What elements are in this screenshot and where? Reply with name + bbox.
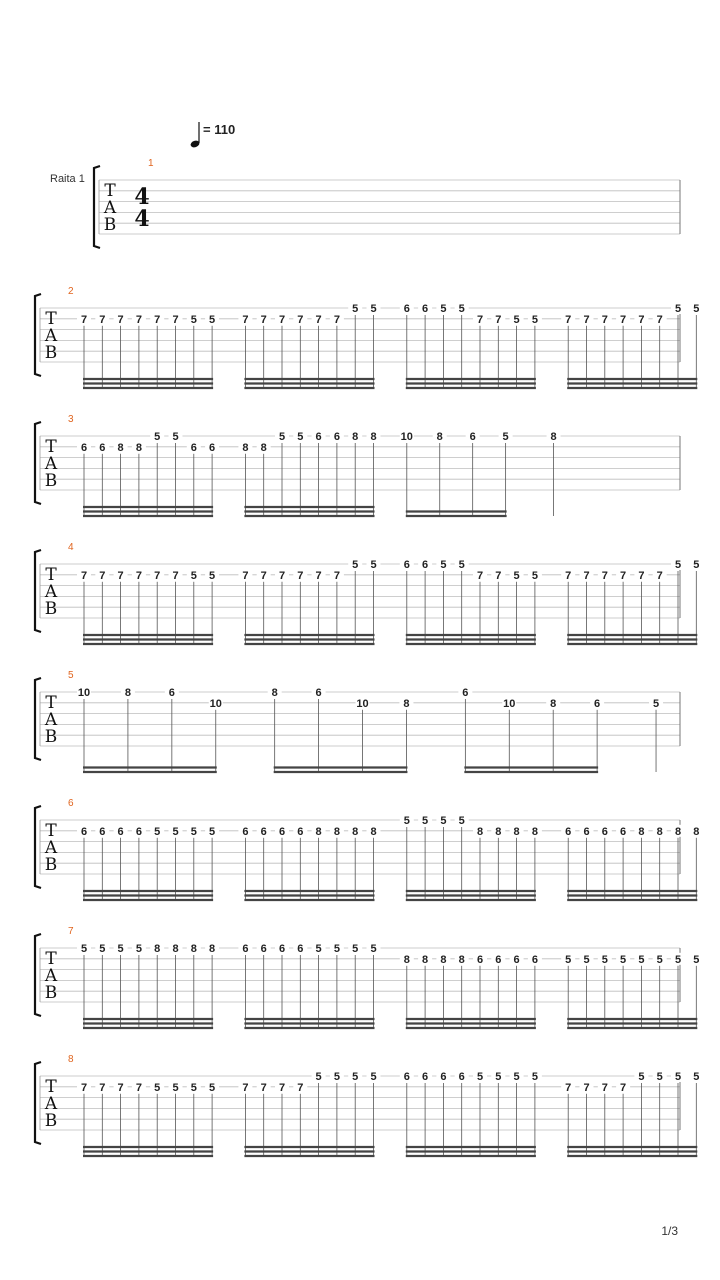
tab-letter: A [44,1094,58,1114]
fret-number: 5 [209,569,216,582]
fret-number: 7 [172,313,179,326]
fret-number: 6 [531,953,538,966]
fret-number: 5 [154,431,161,443]
fret-number: 8 [333,825,340,838]
fret-number: 5 [370,559,377,571]
fret-number: 7 [583,569,590,582]
fret-number: 5 [370,943,377,955]
fret-number: 7 [315,313,322,326]
fret-number: 8 [352,431,359,443]
fret-number: 7 [297,569,304,582]
measure-number: 6 [68,798,74,809]
tab-letter: B [44,983,58,1003]
fret-number: 8 [550,431,557,443]
tab-system-5 [35,670,680,772]
fret-number: 5 [333,1071,340,1083]
fret-number: 5 [693,1071,700,1083]
fret-number: 6 [422,559,429,571]
fret-number: 8 [550,697,557,710]
fret-number: 5 [495,1071,502,1083]
fret-number: 5 [502,431,509,443]
fret-number: 5 [440,303,447,315]
fret-number: 8 [693,825,700,838]
fret-number: 7 [656,313,663,326]
fret-number: 5 [531,313,538,326]
fret-number: 5 [352,1071,359,1083]
tab-system-2 [35,286,703,388]
fret-number: 7 [135,569,142,582]
fret-number: 7 [601,313,608,326]
fret-number: 5 [458,303,465,315]
fret-number: 5 [80,943,88,955]
fret-number: 5 [656,953,663,966]
fret-number: 5 [652,697,660,710]
fret-number: 5 [352,943,359,955]
fret-number: 7 [620,569,627,582]
fret-number: 5 [190,825,197,838]
fret-number: 5 [674,1071,682,1083]
tab-letter: T [45,1077,57,1097]
fret-number: 7 [99,1081,106,1094]
fret-number: 8 [513,825,520,838]
fret-number: 6 [278,825,286,838]
fret-number: 8 [458,953,465,966]
fret-number: 7 [135,313,142,326]
fret-number: 7 [583,1081,590,1094]
fret-number: 8 [476,825,484,838]
fret-number: 7 [601,569,608,582]
fret-number: 8 [531,825,538,838]
fret-number: 8 [440,953,447,966]
fret-number: 5 [154,825,161,838]
fret-number: 5 [620,953,627,966]
fret-number: 7 [278,1081,286,1094]
fret-number: 6 [99,441,106,454]
fret-number: 6 [260,825,267,838]
fret-number: 5 [693,559,700,571]
tab-system-8 [35,1054,703,1156]
tab-system-7 [35,926,703,1028]
fret-number: 5 [172,825,179,838]
fret-number: 8 [315,825,322,838]
fret-number: 6 [297,825,304,838]
fret-number: 7 [333,569,340,582]
time-signature-top: 4 [134,184,150,210]
fret-number: 7 [242,313,249,326]
fret-number: 5 [513,1071,520,1083]
fret-number: 5 [513,313,520,326]
fret-number: 7 [565,569,572,582]
fret-number: 8 [135,441,142,454]
fret-number: 5 [154,1081,161,1094]
fret-number: 7 [620,313,627,326]
fret-number: 5 [476,1071,484,1083]
fret-number: 6 [242,825,249,838]
fret-number: 6 [260,943,267,955]
page-number: 1/3 [661,1224,678,1238]
fret-number: 6 [594,697,601,710]
fret-number: 6 [403,303,410,315]
track-name: Raita 1 [50,173,85,185]
fret-number: 6 [315,431,322,443]
fret-number: 5 [190,569,197,582]
fret-number: 5 [531,569,538,582]
fret-number: 6 [333,431,340,443]
fret-number: 5 [172,1081,179,1094]
fret-number: 5 [135,943,142,955]
fret-number: 10 [77,687,91,699]
fret-number: 8 [352,825,359,838]
fret-number: 8 [370,431,377,443]
fret-number: 7 [297,313,304,326]
fret-number: 5 [674,953,682,966]
fret-number: 7 [565,1081,572,1094]
measure-number: 7 [68,926,74,937]
fret-number: 5 [674,559,682,571]
measure-number: 1 [148,158,154,169]
tempo-label: = 110 [203,122,236,137]
tab-letter: B [44,1111,58,1131]
tab-letter: A [44,582,58,602]
fret-number: 5 [656,1071,663,1083]
fret-number: 5 [674,303,682,315]
fret-number: 8 [124,687,131,699]
fret-number: 5 [297,431,304,443]
fret-number: 5 [209,1081,216,1094]
fret-number: 5 [601,953,608,966]
fret-number: 5 [370,303,377,315]
fret-number: 7 [172,569,179,582]
time-signature-bottom: 4 [134,206,150,232]
fret-number: 5 [458,815,465,827]
fret-number: 8 [422,953,429,966]
fret-number: 7 [638,569,645,582]
tab-letter: B [103,215,117,235]
fret-number: 7 [242,569,249,582]
tab-letter: T [104,181,116,201]
tab-letter: T [45,949,57,969]
fret-number: 7 [476,313,484,326]
fret-number: 6 [242,943,249,955]
fret-number: 7 [154,569,161,582]
fret-number: 7 [260,1081,267,1094]
fret-number: 8 [495,825,502,838]
fret-number: 7 [117,1081,124,1094]
tab-letter: A [103,198,117,218]
fret-number: 7 [154,313,161,326]
fret-number: 5 [565,953,572,966]
fret-number: 7 [260,569,267,582]
fret-number: 5 [99,943,106,955]
fret-number: 8 [403,953,410,966]
tab-letter: T [45,309,57,329]
fret-number: 6 [403,559,410,571]
measure-number: 2 [68,286,74,297]
fret-number: 5 [422,815,429,827]
tab-letter: B [44,855,58,875]
fret-number: 5 [352,559,359,571]
fret-number: 7 [297,1081,304,1094]
fret-number: 8 [242,441,249,454]
fret-number: 5 [209,825,216,838]
fret-number: 6 [440,1071,447,1083]
fret-number: 8 [403,697,410,710]
fret-number: 7 [583,313,590,326]
fret-number: 10 [400,431,413,443]
fret-number: 7 [135,1081,142,1094]
fret-number: 8 [638,825,645,838]
fret-number: 6 [513,953,520,966]
tab-letter: B [44,727,58,747]
fret-number: 7 [80,569,88,582]
fret-number: 7 [242,1081,249,1094]
fret-number: 5 [513,569,520,582]
fret-number: 7 [278,313,286,326]
fret-number: 5 [458,559,465,571]
fret-number: 7 [260,313,267,326]
fret-number: 8 [271,687,278,699]
fret-number: 6 [209,441,216,454]
fret-number: 5 [278,431,286,443]
fret-number: 5 [440,815,447,827]
tempo-marking [190,122,236,149]
fret-number: 6 [495,953,502,966]
fret-number: 8 [172,943,179,955]
fret-number: 8 [260,441,267,454]
fret-number: 7 [315,569,322,582]
measure-number: 8 [68,1054,74,1065]
fret-number: 5 [117,943,124,955]
measure-number: 5 [68,670,74,681]
fret-number: 7 [601,1081,608,1094]
fret-number: 7 [117,313,124,326]
measure-number: 3 [68,414,74,425]
fret-number: 8 [656,825,663,838]
fret-number: 5 [403,815,410,827]
fret-number: 7 [278,569,286,582]
tab-letter: T [45,565,57,585]
tab-system-3 [35,414,680,516]
tab-system-1 [94,158,680,248]
fret-number: 7 [99,569,106,582]
fret-number: 5 [370,1071,377,1083]
fret-number: 8 [674,825,682,838]
tab-letter: T [45,437,57,457]
fret-number: 5 [352,303,359,315]
fret-number: 5 [315,1071,322,1083]
fret-number: 6 [278,943,286,955]
fret-number: 5 [531,1071,538,1083]
fret-number: 8 [209,943,216,955]
tab-letter: A [44,966,58,986]
tab-letter: B [44,599,58,619]
tab-system-4 [35,542,703,644]
fret-number: 8 [436,431,443,443]
fret-number: 6 [422,303,429,315]
tab-letter: B [44,343,58,363]
fret-number: 8 [117,441,124,454]
fret-number: 6 [80,825,88,838]
fret-number: 7 [656,569,663,582]
fret-number: 5 [638,953,645,966]
fret-number: 6 [583,825,590,838]
fret-number: 6 [80,441,88,454]
fret-number: 8 [154,943,161,955]
tab-letter: A [44,710,58,730]
tab-letter: A [44,838,58,858]
fret-number: 5 [209,313,216,326]
fret-number: 7 [638,313,645,326]
fret-number: 7 [117,569,124,582]
fret-number: 6 [403,1071,410,1083]
fret-number: 7 [80,313,88,326]
fret-number: 7 [80,1081,88,1094]
fret-number: 8 [190,943,197,955]
fret-number: 5 [315,943,322,955]
fret-number: 6 [297,943,304,955]
fret-number: 6 [565,825,572,838]
fret-number: 8 [370,825,377,838]
tab-system-6 [35,798,703,900]
fret-number: 7 [99,313,106,326]
fret-number: 6 [99,825,106,838]
fret-number: 6 [476,953,484,966]
fret-number: 6 [190,441,197,454]
fret-number: 7 [476,569,484,582]
fret-number: 5 [172,431,179,443]
fret-number: 7 [565,313,572,326]
fret-number: 7 [495,569,502,582]
fret-number: 7 [495,313,502,326]
fret-number: 5 [693,953,700,966]
fret-number: 5 [693,303,700,315]
fret-number: 7 [620,1081,627,1094]
fret-number: 6 [168,687,175,699]
tab-letter: T [45,693,57,713]
fret-number: 5 [638,1071,645,1083]
fret-number: 6 [422,1071,429,1083]
fret-number: 5 [190,1081,197,1094]
tab-letter: B [44,471,58,491]
fret-number: 6 [620,825,627,838]
tab-letter: A [44,454,58,474]
fret-number: 6 [458,1071,465,1083]
fret-number: 5 [333,943,340,955]
fret-number: 10 [209,697,222,710]
fret-number: 5 [583,953,590,966]
fret-number: 6 [117,825,124,838]
tab-letter: T [45,821,57,841]
fret-number: 6 [469,431,476,443]
measure-number: 4 [68,542,74,553]
fret-number: 6 [462,687,469,699]
tab-letter: A [44,326,58,346]
fret-number: 10 [503,697,516,710]
fret-number: 5 [190,313,197,326]
fret-number: 6 [315,687,322,699]
fret-number: 5 [440,559,447,571]
fret-number: 7 [333,313,340,326]
systems-layer [35,158,703,1156]
fret-number: 6 [601,825,608,838]
fret-number: 10 [356,697,369,710]
fret-number: 6 [135,825,142,838]
